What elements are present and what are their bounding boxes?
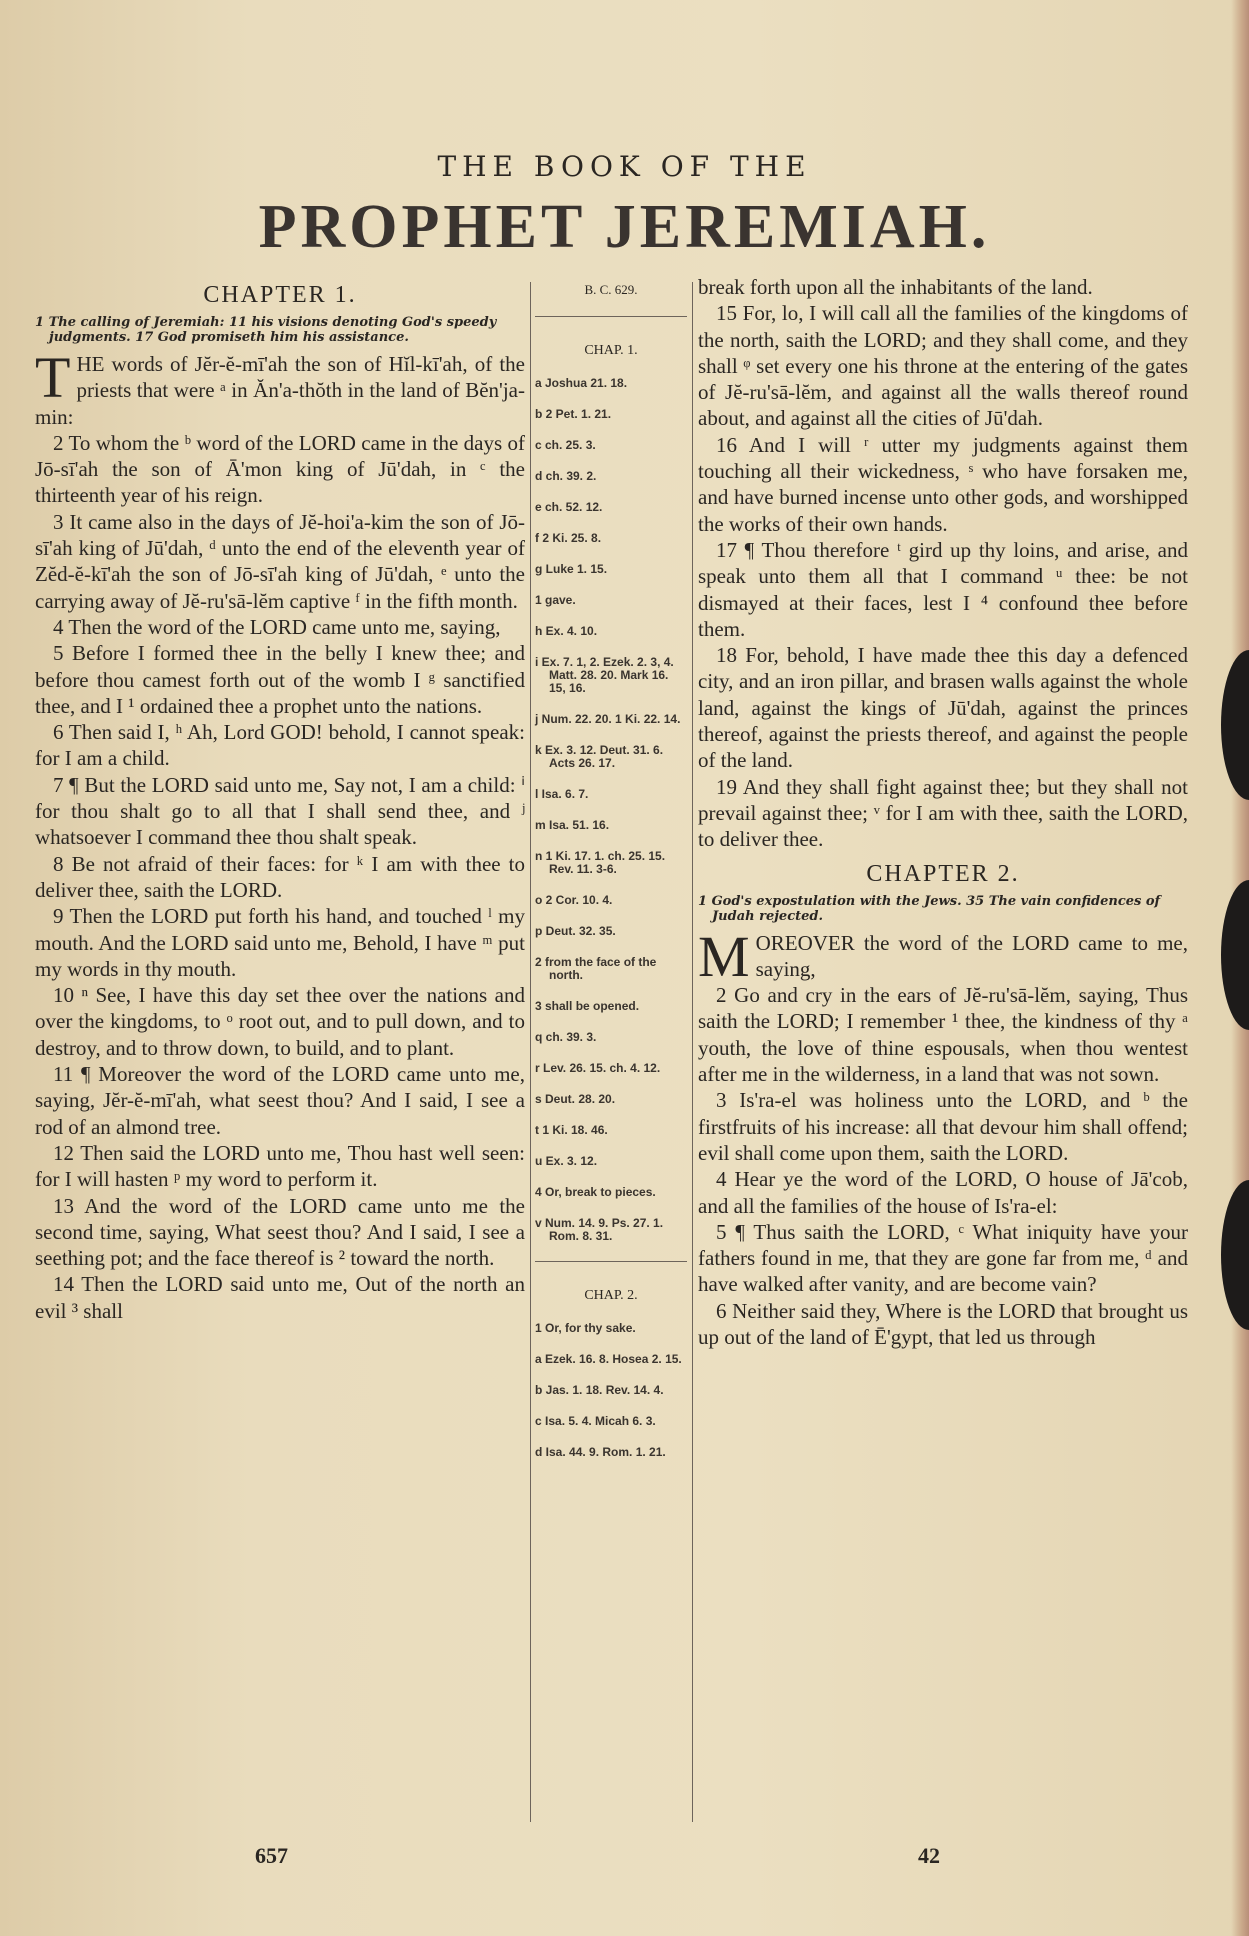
verse: 15 For, lo, I will call all the families of the kingdoms of the north, saith the LORD; and they shall come, and they shall ᵠ set every one his throne at the entering of the gates of Jĕ-ru'sā-lĕm, and against all the walls thereof round about, and against all the cities of Jū'dah. [698,301,1188,431]
verse: 12 Then said the LORD unto me, Thou hast well seen: for I will hasten ᵖ my word to perform it. [35,1140,525,1192]
verse: 8 Be not afraid of their faces: for ᵏ I am with thee to deliver thee, saith the LORD. [35,851,525,902]
right-text-column [698,274,1188,1350]
verse: 3 It came also in the days of Jĕ-hoi'a-kim the son of Jō-sī'ah king of Jū'dah, ᵈ unto the end of the eleventh year of Zĕd-ĕ-kī'ah the son of Jō-sī'ah king of Jū'dah, ᵉ unto the carrying away of Jĕ-ru'sā-lĕm captive ᶠ in the fifth month. [35,509,525,613]
verse: 10 ⁿ See, I have this day set thee over the nations and over the kingdoms, to ᵒ root out, and to pull down, and to destroy, and to throw down, to build, and to plant. [35,983,525,1060]
chapter-heading-2: CHAPTER 2. [866,860,1020,887]
cross-reference: v Num. 14. 9. Ps. 27. 1. Rom. 8. 31. [535,1216,664,1243]
cross-reference: q ch. 39. 3. [535,1030,597,1044]
verse: 14 Then the LORD said unto me, Out of the north an evil ³ shall [35,1272,525,1323]
verse: 6 Neither said they, Where is the LORD that brought us up out of the land of Ē'gypt, that led us through [698,1298,1188,1349]
cross-reference: i Ex. 7. 1, 2. Ezek. 2. 3, 4. Matt. 28. 20. Mark 16. 15, 16. [535,655,674,695]
thumb-index-tab [1221,1180,1249,1330]
cross-reference: f 2 Ki. 25. 8. [535,531,602,545]
chapter-heading-1: CHAPTER 1. [203,282,357,308]
cross-reference: o 2 Cor. 10. 4. [535,893,613,907]
verse: 16 And I will ʳ utter my judgments against them touching all their wickedness, ˢ who have forsaken me, and have burned incense unto other gods, and worshipped the works of their own hands. [698,432,1188,536]
cross-reference: g Luke 1. 15. [535,562,608,576]
verse: 9 Then the LORD put forth his hand, and touched ˡ my mouth. And the LORD said unto me, Behold, I have ᵐ put my words in thy mouth. [35,904,525,981]
verse: 19 And they shall fight against thee; but they shall not prevail against thee; ᵛ for I am with thee, saith the LORD, to deliver thee. [698,774,1188,852]
cross-reference: m Isa. 51. 16. [535,818,610,832]
verse: MOREOVER the word of the LORD came to me, saying, [698,923,1188,989]
chapter-summary-1: 1 The calling of Jeremiah: 11 his visions denoting God's speedy judgments. 17 God promiseth him his assistance. [35,315,497,345]
cross-reference: j Num. 22. 20. 1 Ki. 22. 14. [535,712,681,726]
cross-reference: c Isa. 5. 4. Micah 6. 3. [535,1414,656,1428]
thumb-index-tab [1221,880,1249,1030]
drop-cap: T [35,345,71,410]
reference-divider [535,316,687,317]
book-title: PROPHET JEREMIAH. [258,193,991,261]
cross-reference: 3 shall be opened. [535,999,640,1013]
verse: 4 Hear ye the word of the LORD, O house of Jā'cob, and all the families of the house of Is'ra-el: [698,1167,1188,1218]
page-number-left: 657 [255,1843,288,1868]
verse: 3 Is'ra-el was holiness unto the LORD, and ᵇ the firstfruits of his increase: all that devour him shall offend; evil shall come upon them, saith the LORD. [698,1088,1188,1165]
cross-reference: u Ex. 3. 12. [535,1154,598,1168]
book-header-line1: THE BOOK OF THE [437,150,812,183]
cross-reference: d Isa. 44. 9. Rom. 1. 21. [535,1445,666,1459]
cross-reference: t 1 Ki. 18. 46. [535,1123,608,1137]
drop-cap: M [698,923,750,989]
cross-reference: a Joshua 21. 18. [535,376,628,390]
verse: 5 Before I formed thee in the belly I knew thee; and before thou camest forth out of the womb I ᵍ sanctified thee, and I ¹ ordained thee a prophet unto the nations. [35,641,525,718]
cross-reference: s Deut. 28. 20. [535,1092,616,1106]
verse: 18 For, behold, I have made thee this day a defenced city, and an iron pillar, and brasen walls against the whole land, against the kings of Jū'dah, against the princes thereof, against the priests thereof, and against the people of the land. [698,643,1188,773]
column-rule-right [692,282,693,1822]
cross-reference: 1 Or, for thy sake. [535,1321,636,1335]
left-text-column [35,280,525,1324]
cross-reference: p Deut. 32. 35. [535,924,616,938]
verse: 5 ¶ Thus saith the LORD, ᶜ What iniquity have your fathers found in me, that they are gone far from me, ᵈ and have walked after vanity, and are become vain? [698,1219,1188,1297]
cross-reference: e ch. 52. 12. [535,500,603,514]
verse-1: THE words of Jĕr-ĕ-mī'ah the son of Hĭl-kī'ah, of the priests that were ᵃ in Ăn'a-thŏth in the land of Bĕn'ja-min: [35,345,525,429]
cross-reference: d ch. 39. 2. [535,469,597,483]
date-heading: B. C. 629. [584,282,638,297]
cross-reference: r Lev. 26. 15. ch. 4. 12. [535,1061,661,1075]
cross-reference: l Isa. 6. 7. [535,787,589,801]
cross-reference: c ch. 25. 3. [535,438,596,452]
cross-reference: 1 gave. [535,593,576,607]
cross-reference-column [535,280,687,1477]
cross-reference: n 1 Ki. 17. 1. ch. 25. 15. Rev. 11. 3-6. [535,849,666,876]
page-number-right: 42 [918,1843,940,1868]
column-rule-left [530,282,531,1822]
verse: 2 To whom the ᵇ word of the LORD came in the days of Jō-sī'ah the son of Ā'mon king of Jū'dah, in ᶜ the thirteenth year of his reign. [35,430,525,508]
cross-reference: a Ezek. 16. 8. Hosea 2. 15. [535,1352,682,1366]
verse: 6 Then said I, ʰ Ah, Lord GOD! behold, I cannot speak: for I am a child. [35,720,525,771]
verse: 7 ¶ But the LORD said unto me, Say not, I am a child: ⁱ for thou shalt go to all that I shall send thee, and ʲ whatsoever I command thee thou shalt speak. [35,772,525,850]
cross-reference: h Ex. 4. 10. [535,624,598,638]
cross-reference: k Ex. 3. 12. Deut. 31. 6. Acts 26. 17. [535,743,664,770]
verse: break forth upon all the inhabitants of the land. [698,275,1093,299]
reference-divider [535,1261,687,1262]
ref-chapter-heading-1: CHAP. 1. [584,343,638,358]
verse: 17 ¶ Thou therefore ᵗ gird up thy loins, and arise, and speak unto them all that I command ᵘ thee: be not dismayed at their faces, lest I ⁴ confound thee before them. [698,537,1188,641]
verse: 13 And the word of the LORD came unto me the second time, saying, What seest thou? And I said, I see a seething pot; and the face thereof is ² toward the north. [35,1193,525,1271]
verse: 2 Go and cry in the ears of Jĕ-ru'sā-lĕm, saying, Thus saith the LORD; I remember ¹ thee, the kindness of thy ᵃ youth, the love of thine espousals, when thou wentest after me in the wilderness, in a land that was not sown. [698,983,1188,1087]
cross-reference: b 2 Pet. 1. 21. [535,407,612,421]
ref-chapter-heading-2: CHAP. 2. [584,1288,638,1303]
cross-reference: b Jas. 1. 18. Rev. 14. 4. [535,1383,664,1397]
chapter-summary-2: 1 God's expostulation with the Jews. 35 The vain confidences of Judah rejected. [698,893,1161,924]
thumb-index-tab [1221,650,1249,800]
verse: 4 Then the word of the LORD came unto me, saying, [53,614,501,639]
verse: 11 ¶ Moreover the word of the LORD came unto me, saying, Jĕr-ĕ-mī'ah, what seest thou? And I said, I see a rod of an almond tree. [35,1062,525,1139]
cross-reference: 4 Or, break to pieces. [535,1185,656,1199]
cross-reference: 2 from the face of the north. [535,955,657,982]
